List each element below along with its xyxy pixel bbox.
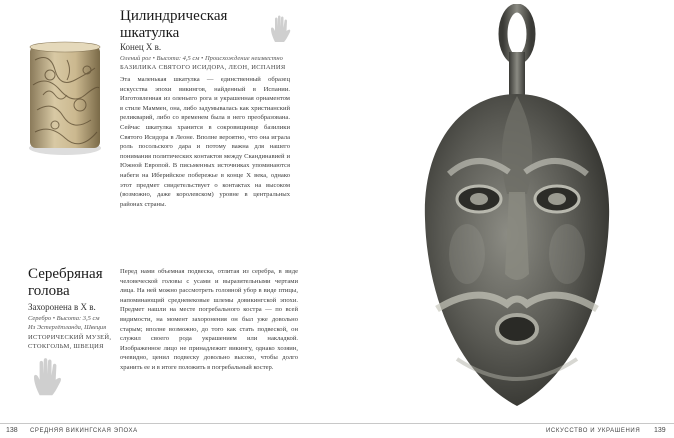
section2-title: [28, 266, 103, 300]
hand-icon: [269, 14, 293, 49]
left-page-number: 138: [6, 427, 18, 434]
section1-meta: Олений рог • Высота: 4,5 см • Происхождение неизвестно: [120, 55, 283, 62]
cylindrical-box-photo: [25, 40, 105, 158]
section2-meta1: Серебро • Высота: 3,5 см: [28, 315, 100, 322]
section1-date: Конец X в.: [120, 42, 162, 52]
section2-title-line2: голова: [28, 283, 70, 299]
section2-title-line1: Серебряная: [28, 266, 103, 282]
section2-meta2: Из Эстергётланда, Швеция: [28, 324, 107, 331]
section2-location1: ИСТОРИЧЕСКИЙ МУЗЕЙ,: [28, 334, 112, 341]
section2-body: Перед нами объемная подвеска, отлитая из серебра, в виде человеческой головы с усами и выразительными чертами лица. На ней можно рассмотреть головной убор в виде птицы, напоминающий средневековые шлемы довикингской эпохи. Предмет нашли на месте погребального костра — по всей видимости, на момент захоронения он был уже довольно старым; вполне возможно, до того как стать подвеской, он служил своего рода украшением или накладкой. Изображенное лицо не принадлежит викингу, однако хозяин, очевидно, ценил подвеску довольно высоко, чтобы долго хранить ее и в итоге положить в погребальный костер.: [120, 268, 298, 371]
section1-title: [120, 8, 227, 42]
left-running-title: СРЕДНЯЯ ВИКИНГСКАЯ ЭПОХА: [30, 427, 138, 434]
right-page: [337, 0, 674, 438]
section1-title-line1: Цилиндрическая: [120, 8, 228, 24]
section1-body: Эта маленькая шкатулка — единственный образец искусства эпохи викингов, найденный в Испании. Изготовленная из оленьего рога и украшенная орнаментом в стиле Маммен, она, либо задумывалась как христианский реликварий, либо со временем была в него преобразована. Сейчас шкатулка хранится в сокровищнице базилики Святого Исидора в Леоне. Вполне вероятно, что она играла роль посольского дара и потому важна для нашего понимания политических контактов между Скандинавией и Южной Европой. В письменных источниках упоминаются набеги на Иберийское побережье в конце X века, однако этот предмет свидетельствует о контактах на высоком (возможно, даже королевском) уровне в центральных районах страны.: [120, 76, 290, 208]
right-running-title: ИСКУССТВО И УКРАШЕНИЯ: [546, 427, 641, 434]
right-page-number: 139: [654, 427, 666, 434]
section1-location: БАЗИЛИКА СВЯТОГО ИСИДОРА, ЛЕОН, ИСПАНИЯ: [120, 64, 286, 71]
section2-location2: СТОКГОЛЬМ, ШВЕЦИЯ: [28, 343, 104, 350]
silver-head-photo: [397, 4, 637, 416]
section1-title-line2: шкатулка: [120, 25, 180, 41]
hand-icon: [30, 356, 66, 403]
section2-date: Захоронена в X в.: [28, 302, 96, 312]
page-footer: [0, 423, 674, 438]
